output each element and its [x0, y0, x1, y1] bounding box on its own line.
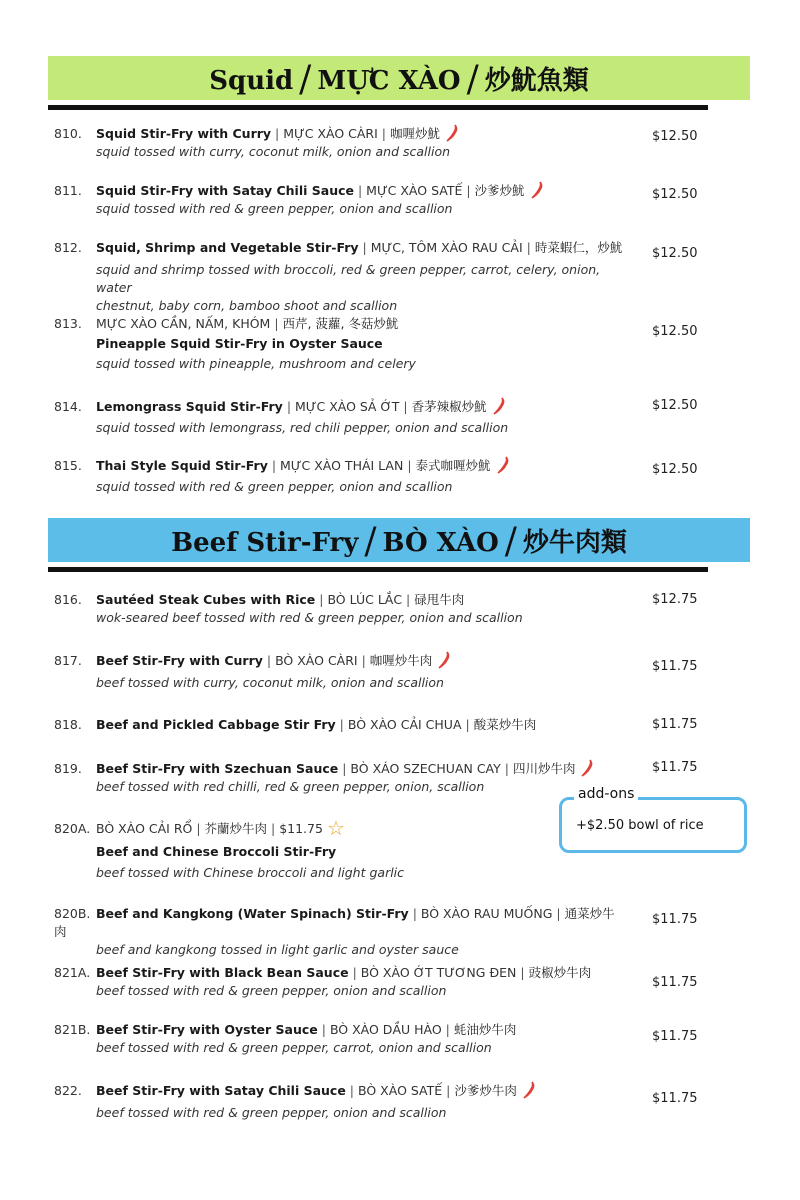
item-name-en: Beef Stir-Fry with Oyster Sauce — [96, 1022, 318, 1037]
chili-pepper-icon — [496, 456, 510, 474]
item-name-vn: BÒ LÚC LẮC — [327, 592, 403, 607]
item-description: wok-seared beef tossed with red & green pepper, onion and scallion — [96, 610, 523, 625]
item-name-en: Pineapple Squid Stir-Fry in Oyster Sauce — [96, 336, 383, 351]
item-name-vn: MỰC XÀO CÀRI — [283, 126, 378, 141]
item-name-cn: 西芹, 菠蘿, 冬菇炒魷 — [282, 316, 399, 331]
item-description: squid and shrimp tossed with broccoli, red & green pepper, carrot, celery, onion, water — [96, 262, 601, 295]
chili-pepper-icon — [437, 651, 451, 669]
menu-item-812: 812. Squid, Shrimp and Vegetable Stir-Fry | MỰC, TÔM XÀO RAU CẢI | 時菜蝦仁，炒魷 squid and shrimp tossed with broccoli, red & green pepper, carrot, celery, onion, water chestnut, baby corn, bamboo shoot and scallion — [54, 240, 623, 313]
item-name-en: Beef Stir-Fry with Szechuan Sauce — [96, 761, 339, 776]
item-price: $12.50 — [652, 398, 698, 413]
item-name-vn: BÒ XÀO CẢI RỔ — [96, 821, 193, 836]
item-name-cn: 通菜炒牛肉 — [54, 906, 615, 939]
section-title-cn: 炒牛肉類 — [522, 528, 627, 558]
item-price: $11.75 — [652, 912, 698, 927]
item-number: 810. — [54, 126, 82, 141]
item-number: 812. — [54, 240, 82, 255]
item-number: 821A. — [54, 965, 91, 980]
menu-item-819: 819. Beef Stir-Fry with Szechuan Sauce | BÒ XÁO SZECHUAN CAY | 四川炒牛肉 beef tossed with red chilli, red & green pepper, onion, scallion — [54, 759, 624, 796]
menu-item-821a: 821A. Beef Stir-Fry with Black Bean Sauce | BÒ XÀO ỚT TƯƠNG ĐEN | 豉椒炒牛肉 beef tossed with red & green pepper, onion and scallion — [54, 964, 624, 1000]
item-number: 814. — [54, 399, 82, 414]
item-price: $12.50 — [652, 187, 698, 202]
item-description: beef tossed with red chilli, red & green pepper, onion, scallion — [96, 779, 485, 794]
section-title-vn: MỰC XÀO — [317, 66, 461, 96]
item-price: $12.50 — [652, 246, 698, 261]
item-name-en: Beef Stir-Fry with Black Bean Sauce — [96, 965, 349, 980]
item-name-cn: 碌甩牛肉 — [414, 592, 465, 607]
item-name-en: Beef and Kangkong (Water Spinach) Stir-Fry — [96, 906, 409, 921]
menu-item-817: 817. Beef Stir-Fry with Curry | BÒ XÀO CÀRI | 咖喱炒牛肉 beef tossed with curry, coconut milk, onion and scallion — [54, 651, 624, 692]
section-divider — [48, 105, 708, 110]
item-description-continued: chestnut, baby corn, bamboo shoot and scallion — [96, 298, 398, 313]
item-description: beef tossed with red & green pepper, onion and scallion — [96, 983, 447, 998]
item-name-cn: 沙爹炒牛肉 — [454, 1083, 517, 1098]
item-name-en: Beef Stir-Fry with Curry — [96, 653, 263, 668]
item-price: $12.50 — [652, 462, 698, 477]
item-price: $12.75 — [652, 592, 698, 607]
item-description: squid tossed with lemongrass, red chili pepper, onion and scallion — [96, 420, 509, 435]
item-description: beef tossed with Chinese broccoli and light garlic — [96, 865, 405, 880]
item-name-vn: BÒ XÀO CẢI CHUA — [347, 717, 462, 732]
chili-pepper-icon — [492, 397, 506, 415]
item-name-en: Beef Stir-Fry with Satay Chili Sauce — [96, 1083, 346, 1098]
beef-section-banner — [48, 518, 750, 562]
item-price: $11.75 — [652, 1091, 698, 1106]
item-name-cn: 芥蘭炒牛肉 — [204, 821, 268, 836]
item-price: $11.75 — [652, 717, 698, 732]
item-number: 820B. — [54, 906, 91, 921]
menu-item-816: 816. Sautéed Steak Cubes with Rice | BÒ LÚC LẮC | 碌甩牛肉 wok-seared beef tossed with red & green pepper, onion and scallion — [54, 591, 624, 627]
item-name-cn: 四川炒牛肉 — [512, 761, 576, 776]
item-number: 815. — [54, 458, 82, 473]
menu-item-818: 818. Beef and Pickled Cabbage Stir Fry | BÒ XÀO CẢI CHUA | 酸菜炒牛肉 — [54, 717, 537, 732]
menu-item-814: 814. Lemongrass Squid Stir-Fry | MỰC XÀO SẢ ỚT | 香茅辣椒炒魷 squid tossed with lemongrass, red chili pepper, onion and scallion — [54, 397, 624, 437]
item-number: 818. — [54, 717, 82, 732]
item-name-vn: BÒ XÀO CÀRI — [275, 653, 358, 668]
item-price-inline: $11.75 — [279, 821, 323, 836]
item-number: 813. — [54, 316, 82, 331]
section-title: Beef Stir-Fry / BÒ XÀO / 炒牛肉類 — [171, 521, 627, 562]
item-description: beef tossed with red & green pepper, carrot, onion and scallion — [96, 1040, 492, 1055]
item-name-vn: MỰC, TÔM XÀO RAU CẢI — [370, 240, 523, 255]
item-name-en: Squid Stir-Fry with Satay Chili Sauce — [96, 183, 354, 198]
item-description: squid tossed with red & green pepper, onion and scallion — [96, 201, 453, 216]
section-title-en: Beef Stir-Fry — [171, 528, 359, 558]
item-number: 817. — [54, 653, 82, 668]
item-name-en: Beef and Pickled Cabbage Stir Fry — [96, 717, 336, 732]
menu-item-810: 810. Squid Stir-Fry with Curry | MỰC XÀO CÀRI | 咖喱炒魷 squid tossed with curry, coconut milk, onion and scallion — [54, 124, 624, 161]
section-title-en: Squid — [209, 66, 294, 96]
item-name-vn: MỰC XÀO SATẾ — [366, 183, 463, 198]
item-price: $11.75 — [652, 975, 698, 990]
item-number: 816. — [54, 592, 82, 607]
item-name-en: Squid, Shrimp and Vegetable Stir-Fry — [96, 240, 359, 255]
item-price: $11.75 — [652, 1029, 698, 1044]
item-name-cn: 香茅辣椒炒魷 — [411, 399, 487, 414]
item-description: beef tossed with red & green pepper, onion and scallion — [96, 1105, 447, 1120]
squid-section-banner — [48, 56, 750, 100]
menu-item-815: 815. Thai Style Squid Stir-Fry | MỰC XÀO THÁI LAN | 泰式咖喱炒魷 squid tossed with red & green pepper, onion and scallion — [54, 456, 624, 496]
menu-item-821b: 821B. Beef Stir-Fry with Oyster Sauce | BÒ XÀO DẦU HÀO | 蚝油炒牛肉 beef tossed with red & green pepper, carrot, onion and scallion — [54, 1021, 624, 1057]
item-name-cn: 酸菜炒牛肉 — [473, 717, 537, 732]
item-price: $11.75 — [652, 760, 698, 775]
item-name-en: Beef and Chinese Broccoli Stir-Fry — [96, 844, 337, 859]
item-price: $12.50 — [652, 324, 698, 339]
item-description: squid tossed with pineapple, mushroom and celery — [96, 356, 416, 371]
item-number: 820A. — [54, 821, 91, 836]
item-description: beef and kangkong tossed in light garlic and oyster sauce — [96, 942, 459, 957]
chili-pepper-icon — [445, 124, 459, 142]
item-name-vn: BÒ XÀO ỚT TƯƠNG ĐEN — [360, 965, 517, 980]
item-description: beef tossed with curry, coconut milk, onion and scallion — [96, 675, 444, 690]
item-name-cn: 蚝油炒牛肉 — [453, 1022, 517, 1037]
item-name-en: Sautéed Steak Cubes with Rice — [96, 592, 316, 607]
item-name-vn: MỰC XÀO SẢ ỚT — [295, 399, 400, 414]
item-name-en: Lemongrass Squid Stir-Fry — [96, 399, 283, 414]
item-name-vn: BÒ XÀO SATẾ — [358, 1083, 443, 1098]
item-name-cn: 咖喱炒魷 — [389, 126, 440, 141]
chili-pepper-icon — [522, 1081, 536, 1099]
chili-pepper-icon — [530, 181, 544, 199]
menu-item-813: 813. MỰC XÀO CẦN, NẤM, KHÓM | 西芹, 菠蘿, 冬菇炒魷 Pineapple Squid Stir-Fry in Oyster Sauce squid tossed with pineapple, mushroom and celery — [54, 315, 624, 373]
item-name-cn: 泰式咖喱炒魷 — [415, 458, 491, 473]
section-divider — [48, 567, 708, 572]
item-price: $11.75 — [652, 659, 698, 674]
section-title-vn: BÒ XÀO — [382, 528, 499, 558]
item-name-vn: BÒ XÀO DẦU HÀO — [329, 1022, 442, 1037]
menu-item-811: 811. Squid Stir-Fry with Satay Chili Sauce | MỰC XÀO SATẾ | 沙爹炒魷 squid tossed with red & green pepper, onion and scallion — [54, 181, 624, 218]
menu-item-822: 822. Beef Stir-Fry with Satay Chili Sauce | BÒ XÀO SATẾ | 沙爹炒牛肉 beef tossed with red & green pepper, onion and scallion — [54, 1081, 624, 1122]
star-icon: ☆ — [326, 816, 345, 840]
chili-pepper-icon — [580, 759, 594, 777]
item-number: 821B. — [54, 1022, 91, 1037]
item-name-vn: BÒ XÁO SZECHUAN CAY — [350, 761, 501, 776]
item-name-vn: BÒ XÀO RAU MUỐNG — [420, 906, 553, 921]
item-name-vn: MỰC XÀO THÁI LAN — [280, 458, 404, 473]
item-name-en: Squid Stir-Fry with Curry — [96, 126, 272, 141]
menu-item-820a: 820A. BÒ XÀO CẢI RỔ | 芥蘭炒牛肉 | $11.75 ☆ Beef and Chinese Broccoli Stir-Fry beef tossed with Chinese broccoli and light garlic — [54, 819, 624, 882]
item-number: 822. — [54, 1083, 82, 1098]
item-name-cn: 時菜蝦仁，炒魷 — [534, 240, 623, 255]
item-name-cn: 沙爹炒魷 — [474, 183, 525, 198]
item-description: squid tossed with red & green pepper, onion and scallion — [96, 479, 453, 494]
addons-label: add-ons — [574, 786, 638, 802]
addons-text: +$2.50 bowl of rice — [576, 818, 704, 833]
section-title: Squid / MỰC XÀO / 炒魷魚類 — [209, 59, 589, 100]
item-number: 819. — [54, 761, 82, 776]
item-number: 811. — [54, 183, 82, 198]
item-name-en: Thai Style Squid Stir-Fry — [96, 458, 268, 473]
item-price: $12.50 — [652, 129, 698, 144]
item-name-vn: MỰC XÀO CẦN, NẤM, KHÓM — [96, 316, 271, 331]
item-name-cn: 咖喱炒牛肉 — [369, 653, 433, 668]
menu-item-820b: 820B. Beef and Kangkong (Water Spinach) Stir-Fry | BÒ XÀO RAU MUỐNG | 通菜炒牛肉 beef and kangkong tossed in light garlic and oyster sauce — [54, 905, 624, 959]
item-name-cn: 豉椒炒牛肉 — [528, 965, 592, 980]
section-title-cn: 炒魷魚類 — [484, 66, 589, 96]
item-description: squid tossed with curry, coconut milk, onion and scallion — [96, 144, 451, 159]
